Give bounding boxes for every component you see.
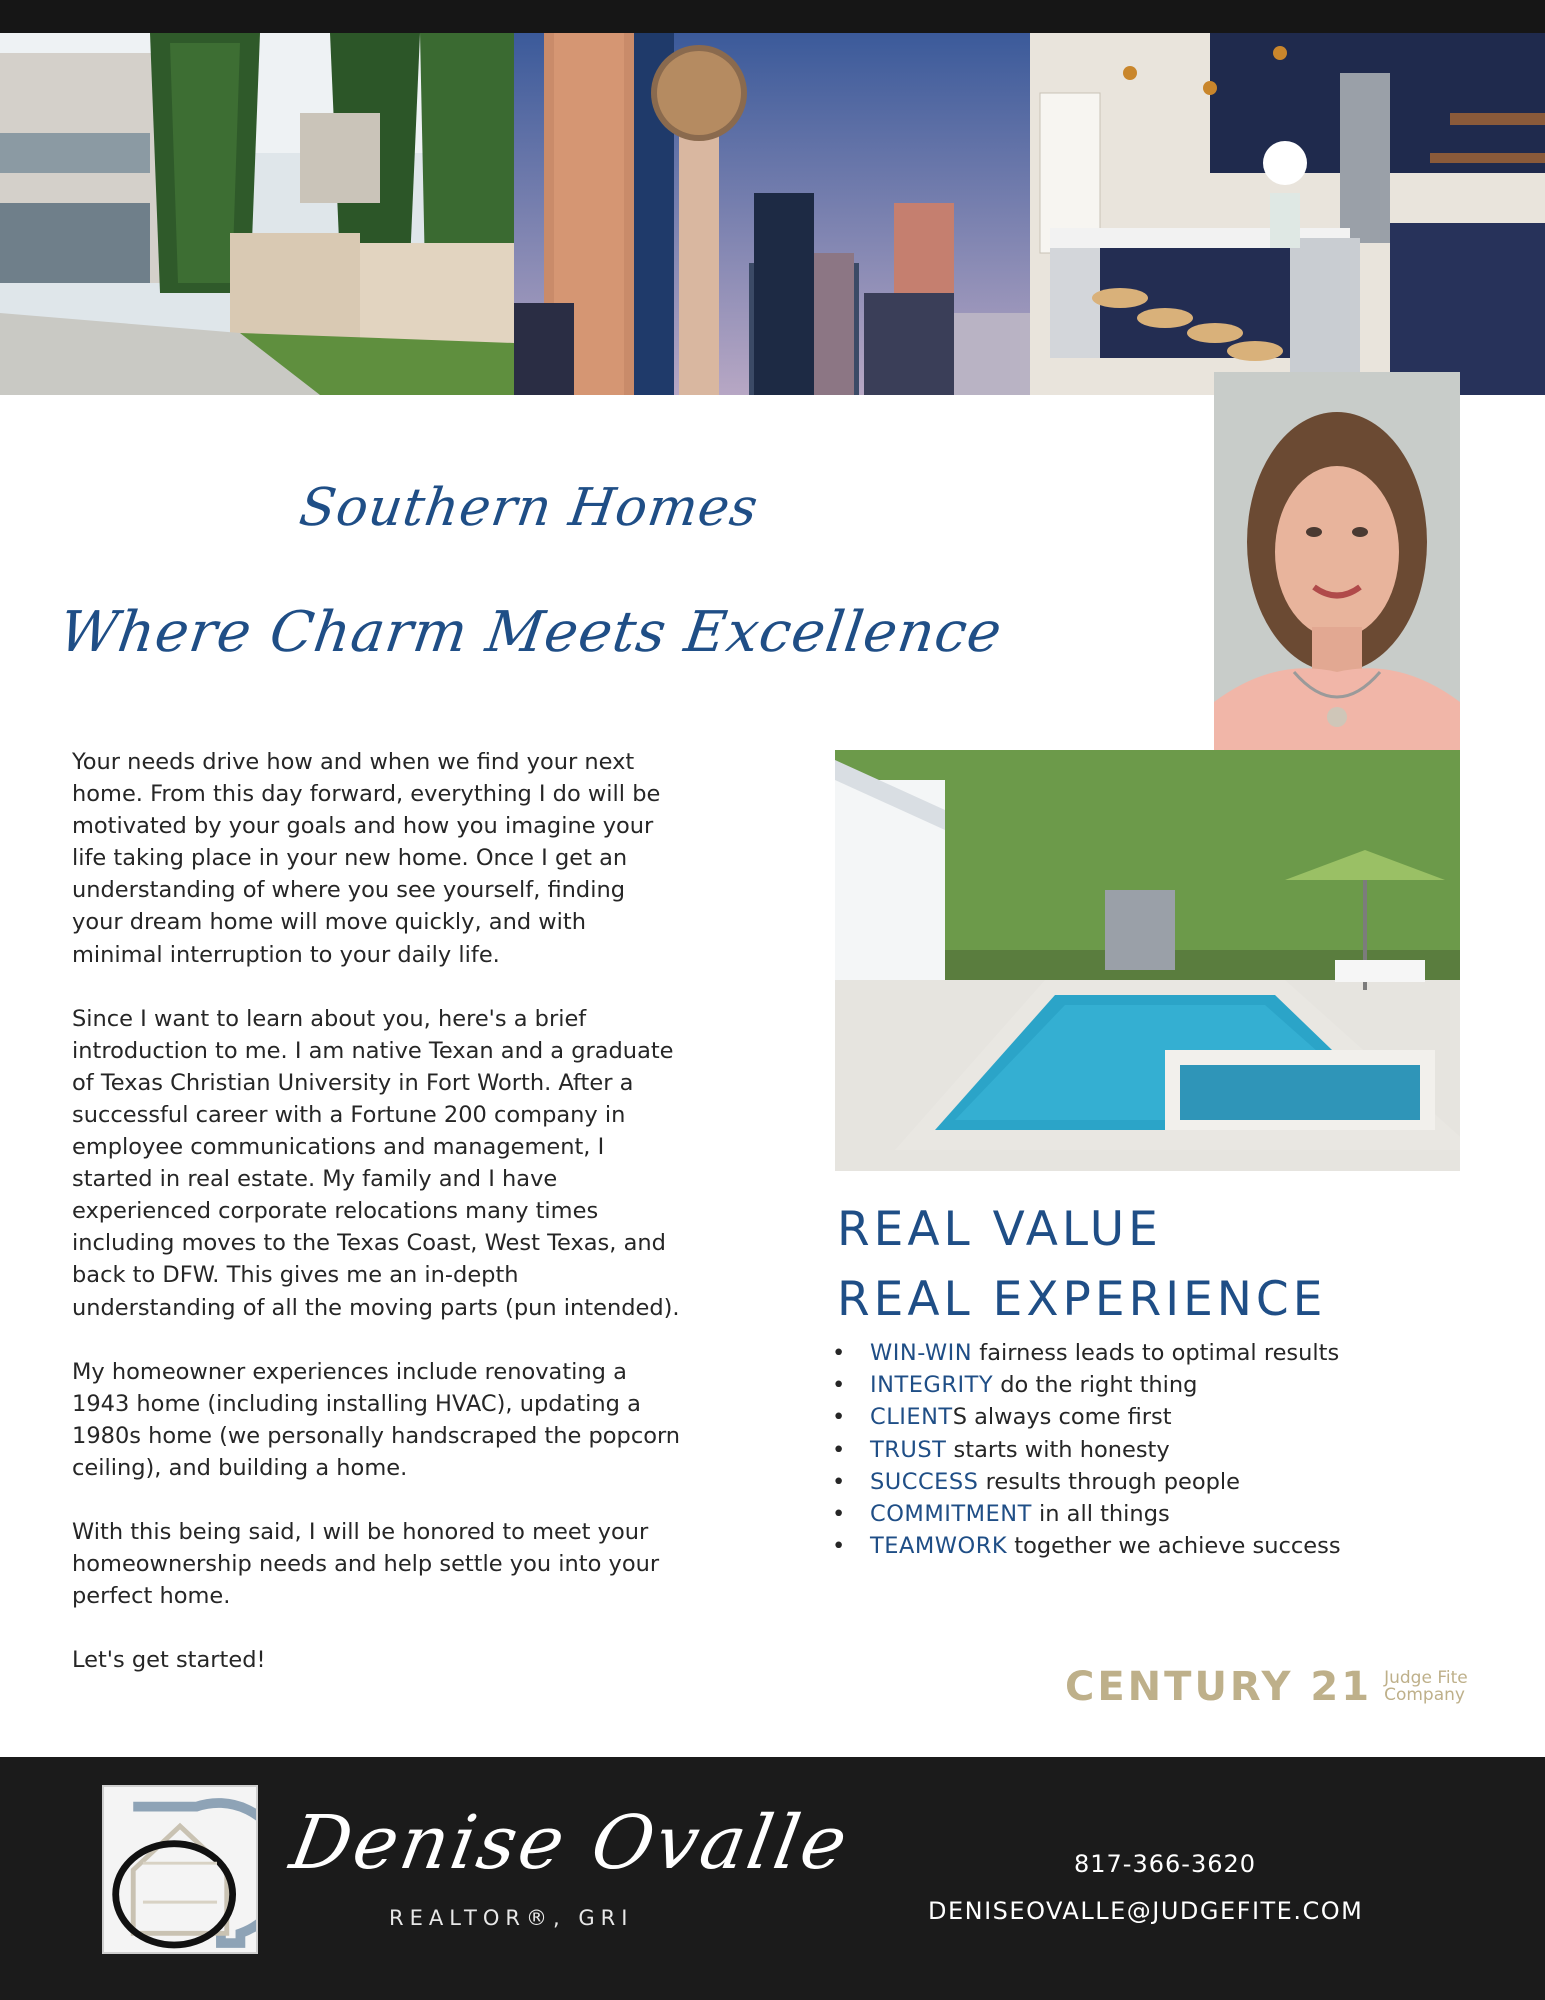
list-item (830, 1401, 1341, 1433)
body-paragraph: With this being said, I will be honored to meet your homeownership needs and help settle you into your perfect home. (72, 1518, 660, 1610)
top-bar (0, 0, 1545, 33)
brand-name: CENTURY 21 (1065, 1664, 1373, 1710)
agent-title: REALTOR®, GRI (389, 1906, 634, 1930)
value-keyword: CLIENT (870, 1404, 953, 1431)
agent-portrait-photo (1214, 372, 1460, 772)
house-monogram-logo-icon (102, 1785, 258, 1954)
brand-sub-line-1: Judge Fite (1384, 1668, 1468, 1688)
value-keyword: WIN-WIN (870, 1340, 973, 1366)
real-experience-heading: REAL EXPERIENCE (837, 1272, 1327, 1327)
body-paragraph: Let's get started! (72, 1647, 266, 1674)
value-keyword: INTEGRITY (870, 1372, 994, 1399)
list-item (830, 1369, 1341, 1401)
body-paragraph: Your needs drive how and when we find your next home. From this day forward, everything I do will be motivated by your goals and how you imagine your life taking place in your new home. Once I get an understanding of where you see yourself, finding your dream home will move quickly, and with minimal interruption to your daily life. (72, 749, 661, 968)
list-item (830, 1337, 1341, 1369)
house-photo (0, 33, 514, 395)
agent-email[interactable]: DENISEOVALLE@JUDGEFITE.COM (928, 1897, 1364, 1925)
agent-name: Denise Ovalle (284, 1800, 857, 1886)
body-paragraph: Since I want to learn about you, here's a brief introduction to me. I am native Texan and a graduate of Texas Christian University in Fort Worth. After a successful career with a Fortune 200 company in employee communications and management, I started in real estate. My family and I have experienced corporate relocations many times including moves to the Texas Coast, West Texas, and back to DFW. This gives me an in-depth understanding of all the moving parts (pun intended). (72, 1005, 680, 1321)
headline-line-2: Where Charm Meets Excellence (55, 600, 1007, 665)
value-keyword: SUCCESS (870, 1468, 979, 1495)
value-text: in all things (1031, 1501, 1170, 1528)
city-skyline-photo (514, 33, 1030, 395)
value-keyword: COMMITMENT (870, 1501, 1032, 1528)
value-text: do the right thing (993, 1372, 1198, 1399)
values-list (830, 1337, 1341, 1562)
headline-line-1: Southern Homes (295, 478, 763, 538)
list-item (830, 1466, 1341, 1498)
pool-photo (835, 750, 1460, 1171)
kitchen-photo (1030, 33, 1545, 395)
body-paragraph: My homeowner experiences include renovating a 1943 home (including installing HVAC), updating a 1980s home (we personally handscraped the popcorn ceiling), and building a home. (72, 1358, 681, 1481)
brand-sub-line-2: Company (1384, 1685, 1465, 1705)
value-text: results through people (978, 1468, 1240, 1495)
value-text: S always come first (952, 1404, 1172, 1431)
value-text: starts with honesty (946, 1436, 1170, 1463)
intro-body-text (72, 746, 742, 1708)
century21-logo (1065, 1664, 1504, 1710)
brand-subtitle (1384, 1670, 1504, 1704)
value-text: fairness leads to optimal results (972, 1340, 1340, 1366)
list-item (830, 1498, 1341, 1530)
value-keyword: TEAMWORK (870, 1533, 1008, 1560)
real-value-heading: REAL VALUE (837, 1202, 1162, 1257)
value-text: together we achieve success (1007, 1533, 1341, 1560)
list-item (830, 1434, 1341, 1466)
agent-phone[interactable]: 817-366-3620 (1074, 1850, 1257, 1878)
value-keyword: TRUST (870, 1436, 947, 1463)
list-item (830, 1530, 1341, 1562)
